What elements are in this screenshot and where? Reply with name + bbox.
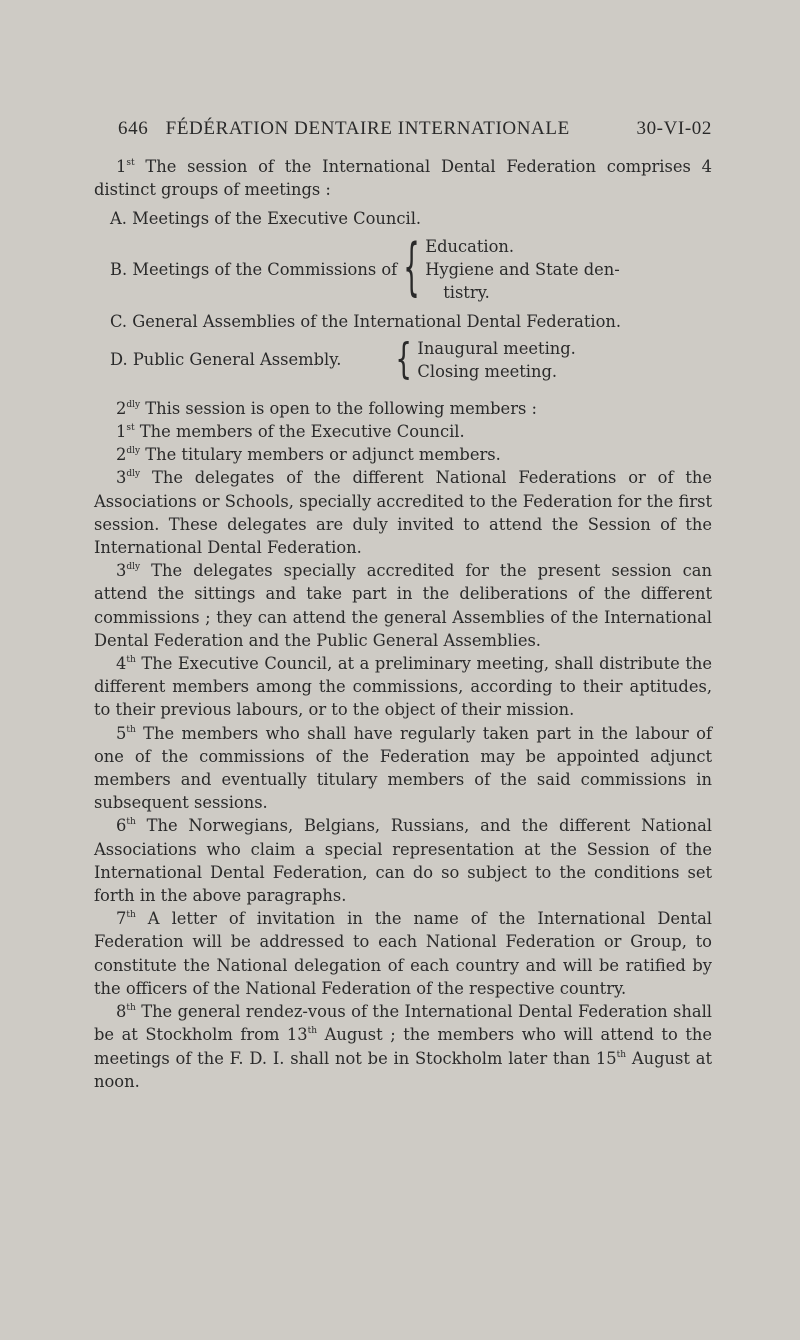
- ordinal: 4: [116, 654, 127, 674]
- paragraph-text: The delegates of the different National Federations or of the Associations or Schools, specially accredited to the Federation for the first session. These delegates are duly invited to attend the Session of the International Dental Federation.: [94, 468, 712, 558]
- ordinal: 1: [116, 157, 127, 176]
- ordinal-suffix: st: [126, 158, 135, 168]
- running-header: [118, 118, 712, 140]
- paragraph-text: The titulary members or adjunct members.: [145, 445, 501, 465]
- member-item: [94, 466, 712, 559]
- member-item: [94, 420, 712, 443]
- ordinal: 1: [116, 422, 127, 442]
- paragraph-text: A letter of invitation in the name of the International Dental Federation will be addressed to each National Federation or Group, to constitute the National delegation of each country and will be ratified by the officers of the National Federation of the respective country.: [94, 909, 712, 998]
- option-hygiene-continued: tistry.: [443, 282, 490, 302]
- ordinal-suffix: dly: [126, 469, 141, 480]
- numbered-paragraph: [94, 814, 712, 907]
- item-b-label: B. Meetings of the Commissions of: [110, 259, 398, 279]
- ordinal: 7: [116, 909, 127, 929]
- numbered-paragraph: [94, 559, 712, 652]
- item-d-label: D. Public General Assembly.: [110, 350, 342, 370]
- paragraph-text: The Norwegians, Belgians, Russians, and the different National Associations who claim a special representation at the Session of the International Dental Federation, can do so subject to the conditions set forth in the above paragraphs.: [94, 816, 712, 906]
- numbered-paragraph: [94, 722, 712, 815]
- option-inaugural: Inaugural meeting.: [417, 338, 576, 358]
- ordinal-suffix: th: [126, 1003, 136, 1014]
- document-body: [94, 155, 712, 1093]
- numbered-paragraph: [94, 1000, 712, 1093]
- member-item: [94, 443, 712, 466]
- ordinal-suffix: th: [616, 1049, 627, 1060]
- ordinal: 2: [116, 398, 127, 418]
- item-a: A. Meetings of the Executive Council.: [110, 209, 422, 229]
- section-2-paragraph: [94, 397, 712, 420]
- paragraph-text: The general rendez-vous of the International Dental Federation shall be at Stockholm from 13: [94, 1002, 712, 1045]
- ordinal: 8: [116, 1002, 127, 1022]
- item-d: [94, 337, 712, 383]
- ordinal: 5: [116, 723, 127, 743]
- ordinal: 3: [116, 561, 127, 581]
- item-b: [94, 235, 712, 304]
- section-1-paragraph: [94, 155, 712, 201]
- ordinal-suffix: th: [126, 655, 136, 666]
- item-b-options: [425, 235, 712, 304]
- numbered-paragraph: [94, 652, 712, 722]
- paragraph-text: The members of the Executive Council.: [139, 422, 465, 442]
- numbered-paragraph: [94, 907, 712, 1000]
- paragraph-text: August ; the members who will attend to the meetings of the F. D. I. shall not be in Stockholm later than 15: [94, 1025, 712, 1068]
- ordinal-suffix: th: [307, 1026, 318, 1037]
- curly-brace-icon: {: [403, 233, 420, 306]
- header-date: 30-VI-02: [636, 118, 712, 139]
- ordinal-suffix: dly: [126, 446, 141, 457]
- option-education: Education.: [425, 236, 515, 256]
- ordinal-suffix: th: [126, 910, 136, 921]
- paragraph-text: The members who shall have regularly taken part in the labour of one of the commissions of the Federation may be appointed adjunct members and eventually titulary members of the said commissions in subsequent sessions.: [94, 723, 712, 813]
- ordinal-suffix: th: [126, 817, 136, 828]
- ordinal-suffix: st: [126, 423, 135, 434]
- ordinal: 6: [116, 816, 127, 836]
- ordinal: 3: [116, 468, 127, 488]
- paragraph-text: The session of the International Dental Federation comprises 4 distinct groups of meetings :: [94, 157, 712, 200]
- ordinal-suffix: dly: [126, 562, 141, 573]
- paragraph-text: This session is open to the following members :: [145, 398, 537, 418]
- ordinal-suffix: th: [126, 724, 136, 735]
- ordinal-suffix: dly: [126, 399, 141, 410]
- paragraph-text: August at noon.: [94, 1048, 712, 1091]
- curly-brace-icon: {: [395, 335, 412, 384]
- spacer: [94, 383, 712, 397]
- option-closing: Closing meeting.: [417, 361, 558, 381]
- paragraph-text: The delegates specially accredited for the present session can attend the sittings and take part in the deliberations of the different commissions ; they can attend the general Assemblies of the International Dental Federation and the Public General Assemblies.: [94, 561, 712, 650]
- item-d-options: [417, 337, 712, 383]
- ordinal: 2: [116, 445, 127, 465]
- paragraph-text: The Executive Council, at a preliminary meeting, shall distribute the different members among the commissions, according to their aptitudes, to their previous labours, or to the object of their mission.: [94, 654, 712, 720]
- item-c: C. General Assemblies of the International Dental Federation.: [110, 311, 622, 331]
- running-title: FÉDÉRATION DENTAIRE INTERNATIONALE: [165, 118, 570, 139]
- page-number: 646: [118, 118, 149, 139]
- option-hygiene: Hygiene and State den-: [425, 259, 620, 279]
